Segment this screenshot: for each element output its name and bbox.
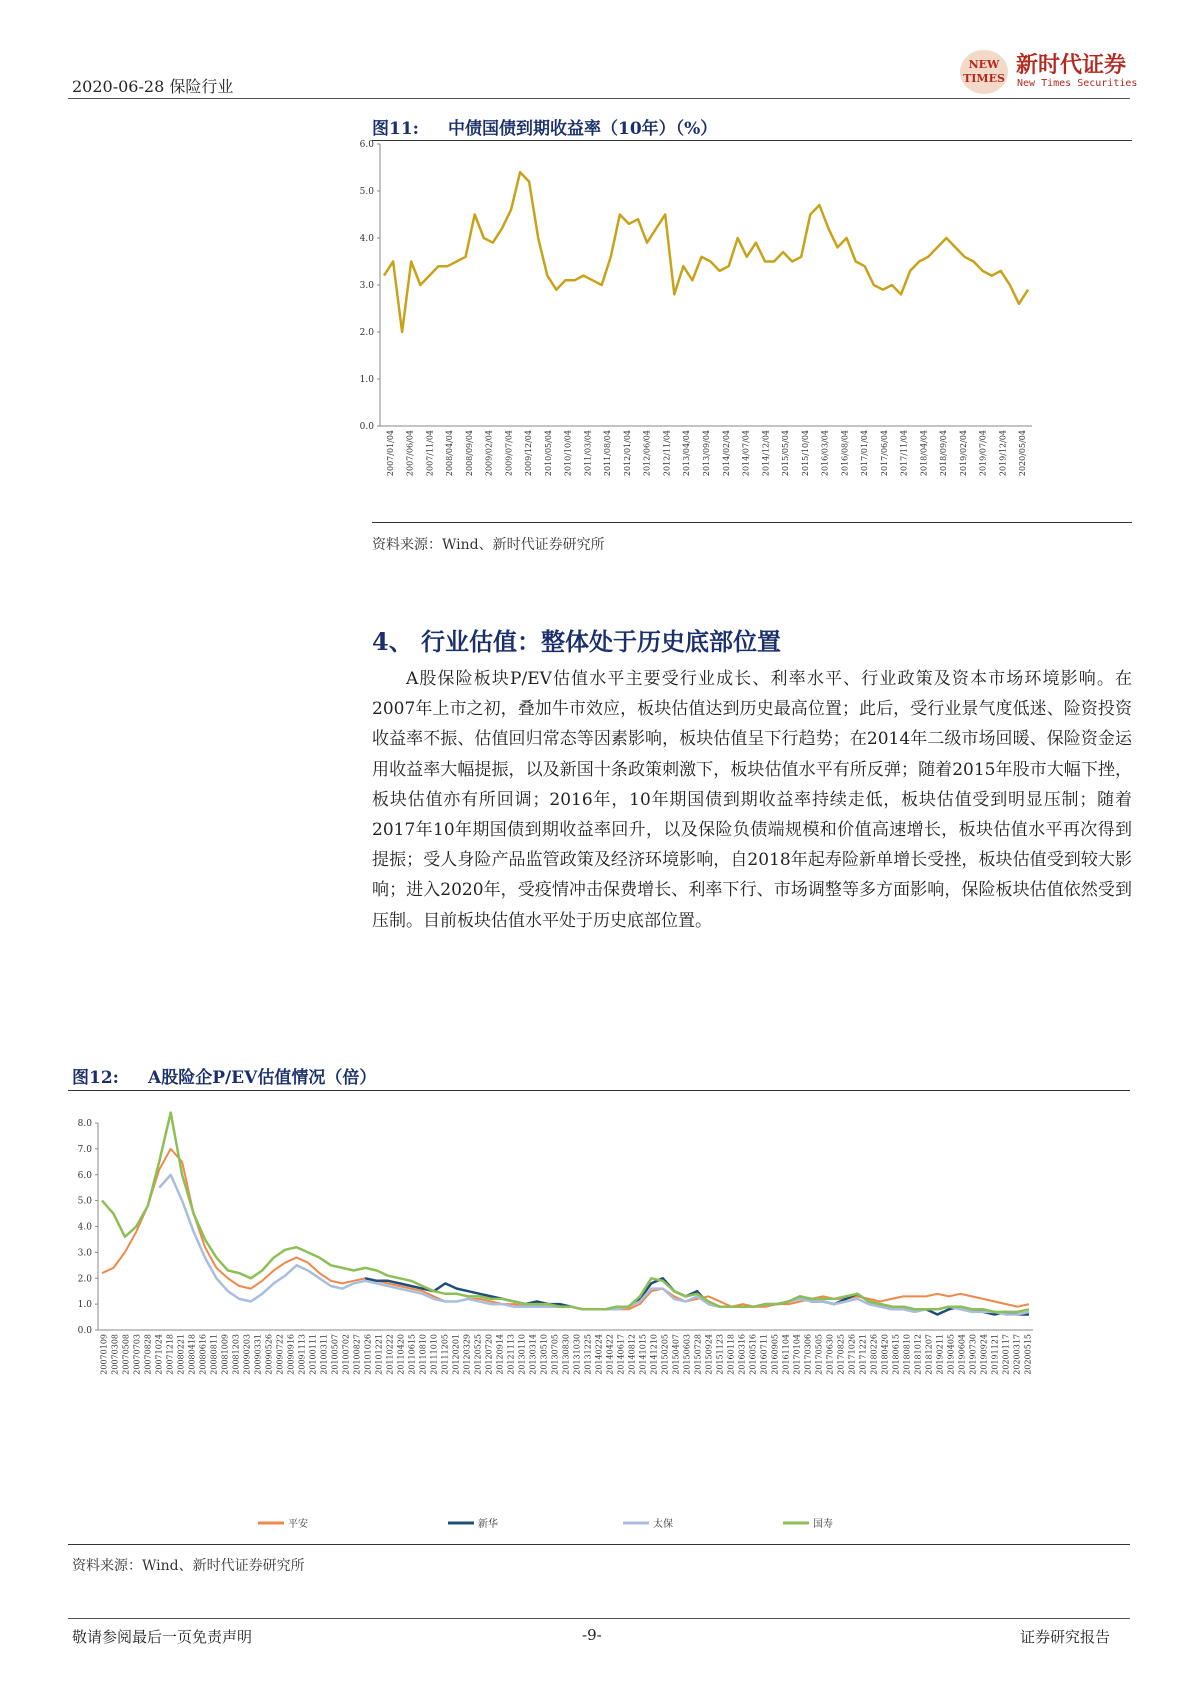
- legend-label: 国寿: [813, 1519, 833, 1530]
- x-tick-label: 20190924: [979, 1334, 989, 1375]
- legend-label: 新华: [478, 1519, 498, 1530]
- x-tick-label: 20200317: [1012, 1334, 1022, 1375]
- x-tick-label: 20100111: [308, 1334, 318, 1375]
- yield-chart: [359, 140, 1132, 516]
- x-tick-label: 20170630: [825, 1334, 835, 1375]
- x-tick-label: 20170825: [836, 1334, 846, 1375]
- y-tick-label: 2.0: [77, 1274, 92, 1285]
- footer-disclaimer: 敬请参阅最后一页免责声明: [72, 1628, 253, 1646]
- series-line-3: [159, 1175, 1029, 1315]
- footer-report-type: 证券研究报告: [1020, 1628, 1111, 1646]
- x-tick-label: 20090203: [242, 1334, 252, 1375]
- y-tick-label: 0.0: [359, 422, 374, 432]
- x-tick-label: 20160711: [759, 1334, 769, 1375]
- x-tick-label: 2018/04/04: [919, 430, 929, 477]
- x-tick-label: 2012/01/04: [622, 430, 632, 477]
- x-tick-label: 20170505: [814, 1334, 824, 1375]
- x-tick-label: 20070308: [110, 1334, 120, 1375]
- x-tick-label: 20090526: [264, 1334, 274, 1375]
- x-tick-label: 20090331: [253, 1334, 263, 1375]
- y-tick-label: 6.0: [77, 1170, 92, 1181]
- x-tick-label: 20170104: [792, 1334, 802, 1375]
- x-tick-label: 20130510: [539, 1334, 549, 1375]
- x-tick-label: 20150924: [704, 1334, 714, 1375]
- x-tick-label: 20111010: [429, 1334, 439, 1375]
- x-tick-label: 20150728: [693, 1334, 703, 1375]
- figure11-title: [372, 114, 717, 139]
- x-tick-label: 20131225: [583, 1334, 593, 1375]
- x-tick-label: 2009/07/04: [504, 430, 514, 477]
- x-tick-label: 20160905: [770, 1334, 780, 1375]
- x-tick-label: 2008/04/04: [445, 430, 455, 477]
- x-tick-label: 20191121: [990, 1334, 1000, 1375]
- x-tick-label: 2015/10/04: [800, 430, 810, 477]
- x-tick-label: 2009/12/04: [524, 430, 534, 477]
- x-tick-label: 2009/02/04: [484, 430, 494, 477]
- x-tick-label: 20180810: [902, 1334, 912, 1375]
- x-tick-label: 20100507: [330, 1334, 340, 1375]
- legend-label: 太保: [653, 1519, 673, 1530]
- x-tick-label: 2017/01/04: [860, 430, 870, 477]
- y-tick-label: 1.0: [77, 1300, 92, 1311]
- x-tick-label: 20180420: [880, 1334, 890, 1375]
- x-tick-label: 2017/06/04: [879, 430, 889, 477]
- x-tick-label: 20171221: [858, 1334, 868, 1375]
- x-tick-label: 2016/03/04: [820, 430, 830, 477]
- x-tick-label: 20161104: [781, 1334, 791, 1375]
- y-tick-label: 8.0: [77, 1119, 92, 1129]
- x-tick-label: 20140812: [627, 1334, 637, 1375]
- series-line-1: [384, 172, 1028, 332]
- x-tick-label: 2019/02/04: [958, 430, 968, 477]
- x-tick-label: 20141210: [649, 1334, 659, 1375]
- series-line-1: [102, 1149, 1029, 1309]
- x-tick-label: 2020/05/04: [1018, 430, 1028, 477]
- x-tick-label: 20071024: [154, 1334, 164, 1375]
- x-tick-label: 20131030: [572, 1334, 582, 1375]
- x-tick-label: 2017/11/04: [899, 430, 909, 477]
- figure12-bottom-rule: [68, 1544, 1130, 1545]
- x-tick-label: 20111205: [440, 1334, 450, 1375]
- x-tick-label: 20120329: [462, 1334, 472, 1375]
- x-tick-label: 20140224: [594, 1334, 604, 1375]
- figure11-top-rule: [372, 140, 1132, 141]
- x-tick-label: 20160118: [726, 1334, 736, 1375]
- x-tick-label: 20200515: [1023, 1334, 1033, 1375]
- legend-label: 平安: [288, 1519, 308, 1530]
- section-title: 4、 行业估值：整体处于历史底部位置: [372, 627, 782, 656]
- y-tick-label: 3.0: [77, 1248, 92, 1259]
- x-tick-label: 20150603: [682, 1334, 692, 1375]
- x-tick-label: 20130314: [528, 1334, 538, 1375]
- x-tick-label: 2014/02/04: [721, 430, 731, 477]
- page-number: -9-: [582, 1626, 602, 1644]
- x-tick-label: 2018/09/04: [939, 430, 949, 477]
- section-paragraph: A股保险板块P/EV估值水平主要受行业成长、利率水平、行业政策及资本市场环境影响。在2007年上市之初，叠加牛市效应，板块估值达到历史最高位置；此后，受行业景气度低迷、险资投资收益率不振、估值回归常态等因素影响，板块估值呈下行趋势；在2014年二级市场回暖、保险资金运用收益率大幅提振，以及新国十条政策刺激下，板块估值水平有所反弹；随着2015年股市大幅下挫，板块估值亦有所回调；2016年，10年期国债到期收益率持续走低，板块估值受到明显压制；随着2017年10年期国债到期收益率回升，以及保险负债端规模和价值高速增长，板块估值水平再次得到提振；受人身险产品监管政策及经济环境影响，自2018年起寿险新单增长受挫，板块估值受到较大影响；进入2020年，受疫情冲击保费增长、利率下行、市场调整等多方面影响，保险板块估值依然受到压制。目前板块估值水平处于历史底部位置。: [372, 669, 1132, 931]
- x-tick-label: 20171026: [847, 1334, 857, 1375]
- x-tick-label: 2010/05/04: [543, 430, 553, 477]
- pev-chart: [68, 1098, 1130, 1540]
- figure11-bottom-rule: [372, 522, 1132, 523]
- figure11-source: 资料来源：Wind、新时代证券研究所: [372, 537, 605, 553]
- x-tick-label: 20081009: [220, 1334, 230, 1375]
- x-tick-label: 20080811: [209, 1334, 219, 1375]
- logo-chinese-name: 新时代证券: [1016, 52, 1127, 78]
- x-tick-label: 20160516: [748, 1334, 758, 1375]
- x-tick-label: 2008/09/04: [464, 430, 474, 477]
- footer-divider: [68, 1618, 1130, 1619]
- logo-mark-icon: NEW TIMES: [960, 50, 1008, 94]
- x-tick-label: 2007/01/04: [385, 430, 395, 477]
- x-tick-label: 20080221: [176, 1334, 186, 1375]
- x-tick-label: 20180615: [891, 1334, 901, 1375]
- y-tick-label: 1.0: [359, 375, 374, 385]
- figure11-caption: 中债国债到期收益率（10年）（%）: [448, 119, 718, 139]
- x-tick-label: 20181207: [924, 1334, 934, 1375]
- series-line-4: [102, 1113, 1029, 1312]
- x-tick-label: 2015/05/04: [781, 430, 791, 477]
- x-tick-label: 20150205: [660, 1334, 670, 1375]
- x-tick-label: 20090722: [275, 1334, 285, 1375]
- x-tick-label: 2013/09/04: [702, 430, 711, 477]
- x-tick-label: 2012/11/04: [662, 430, 672, 477]
- x-tick-label: 20071218: [165, 1334, 175, 1375]
- header-divider: [68, 98, 1130, 99]
- header-date-section: 2020-06-28 保险行业: [72, 77, 234, 96]
- figure12-top-rule: [68, 1090, 1130, 1091]
- x-tick-label: 20100311: [319, 1334, 329, 1375]
- x-tick-label: 2010/10/04: [563, 430, 573, 477]
- x-tick-label: 20190405: [946, 1334, 956, 1375]
- x-tick-label: 2013/04/04: [682, 430, 692, 477]
- figure11-label: 图11:: [372, 119, 419, 139]
- x-tick-label: 2014/12/04: [761, 430, 771, 477]
- y-tick-label: 5.0: [359, 187, 374, 197]
- x-tick-label: 20181012: [913, 1334, 923, 1375]
- x-tick-label: 20091113: [297, 1334, 307, 1375]
- x-tick-label: 20150407: [671, 1334, 681, 1375]
- x-tick-label: 20101221: [374, 1334, 384, 1375]
- y-tick-label: 4.0: [77, 1222, 92, 1233]
- y-tick-label: 0.0: [77, 1326, 92, 1336]
- y-tick-label: 3.0: [359, 281, 374, 291]
- x-tick-label: 20090916: [286, 1334, 296, 1375]
- y-tick-label: 7.0: [77, 1144, 92, 1155]
- x-tick-label: 20190211: [935, 1334, 945, 1375]
- logo-english-name: New Times Securities: [1017, 78, 1138, 89]
- x-tick-label: 2007/11/04: [425, 430, 435, 477]
- x-tick-label: 20121113: [506, 1334, 516, 1375]
- x-tick-label: 20130830: [561, 1334, 571, 1375]
- y-tick-label: 5.0: [77, 1196, 92, 1207]
- x-tick-label: 2019/12/04: [998, 430, 1008, 477]
- x-tick-label: 20110810: [418, 1334, 428, 1375]
- x-tick-label: 20120201: [451, 1334, 461, 1375]
- x-tick-label: 2012/06/04: [642, 430, 652, 477]
- x-tick-label: 20190604: [957, 1334, 967, 1375]
- x-tick-label: 20110615: [407, 1334, 417, 1375]
- x-tick-label: 20151123: [715, 1334, 725, 1375]
- figure12-label: 图12:: [72, 1068, 119, 1088]
- x-tick-label: 20170306: [803, 1334, 813, 1375]
- x-tick-label: 20101026: [363, 1334, 373, 1375]
- x-tick-label: 20140422: [605, 1334, 615, 1375]
- x-tick-label: 2011/08/04: [603, 430, 613, 477]
- figure12-source: 资料来源：Wind、新时代证券研究所: [72, 1558, 305, 1574]
- x-tick-label: 20120914: [495, 1334, 505, 1375]
- x-tick-label: 20070703: [132, 1334, 142, 1375]
- company-logo: [960, 48, 1138, 94]
- figure12-title: [72, 1063, 376, 1088]
- x-tick-label: 20180226: [869, 1334, 879, 1375]
- x-tick-label: 20140617: [616, 1334, 626, 1375]
- x-tick-label: 20081203: [231, 1334, 241, 1375]
- x-tick-label: 20130110: [517, 1334, 527, 1375]
- x-tick-label: 20190730: [968, 1334, 978, 1375]
- x-tick-label: 20110420: [396, 1334, 406, 1375]
- x-tick-label: 2014/07/04: [741, 430, 751, 477]
- x-tick-label: 20070508: [121, 1334, 131, 1375]
- x-tick-label: 20120720: [484, 1334, 494, 1375]
- x-tick-label: 20100702: [341, 1334, 351, 1375]
- x-tick-label: 20070828: [143, 1334, 153, 1375]
- x-tick-label: 2016/08/04: [840, 430, 850, 477]
- y-tick-label: 6.0: [359, 140, 374, 150]
- x-tick-label: 20160316: [737, 1334, 747, 1375]
- x-tick-label: 20141015: [638, 1334, 648, 1375]
- x-tick-label: 2007/06/04: [405, 430, 415, 477]
- figure12-caption: A股险企P/EV估值情况（倍）: [148, 1068, 377, 1088]
- x-tick-label: 2011/03/04: [583, 430, 593, 477]
- y-tick-label: 2.0: [359, 328, 374, 338]
- x-tick-label: 20080418: [187, 1334, 197, 1375]
- x-tick-label: 2019/07/04: [978, 430, 988, 477]
- x-tick-label: 20070109: [99, 1334, 109, 1375]
- y-tick-label: 4.0: [359, 234, 374, 244]
- x-tick-label: 20100827: [352, 1334, 362, 1375]
- x-tick-label: 20080616: [198, 1334, 208, 1375]
- x-tick-label: 20120525: [473, 1334, 483, 1375]
- x-tick-label: 20200117: [1001, 1334, 1011, 1375]
- x-tick-label: 20110222: [385, 1334, 395, 1375]
- x-tick-label: 20130705: [550, 1334, 560, 1375]
